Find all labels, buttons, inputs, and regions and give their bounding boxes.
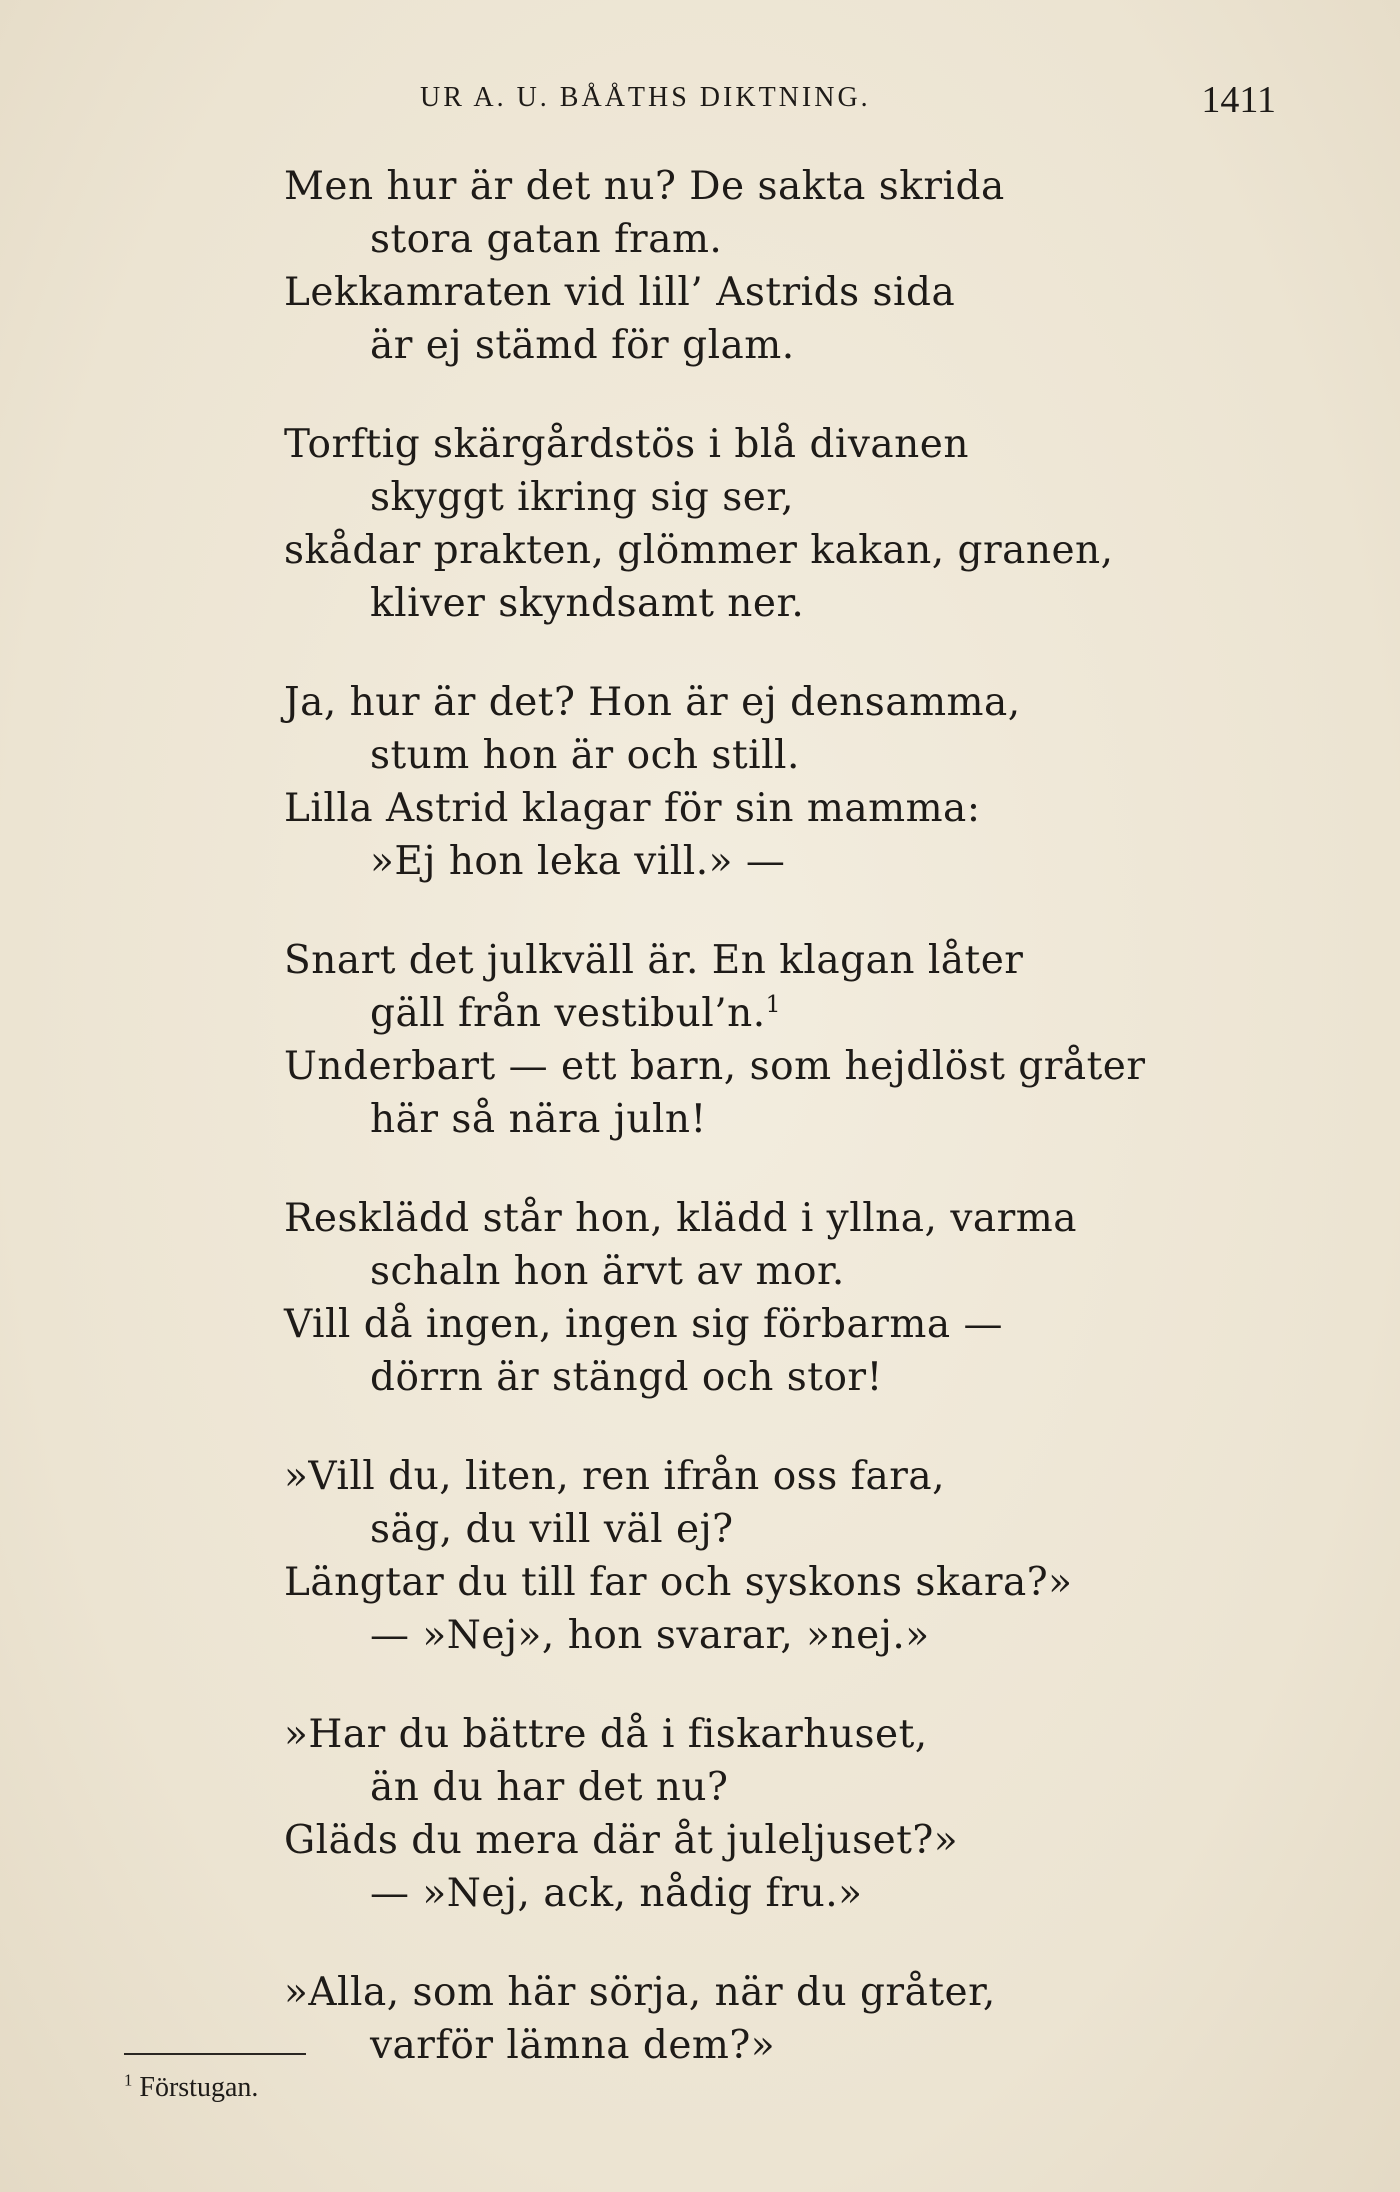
poem-line xyxy=(284,160,1304,213)
poem-line xyxy=(284,266,1304,319)
poem-line-text: stum hon är och still. xyxy=(370,733,800,778)
poem-line xyxy=(284,1192,1304,1245)
footnote-reference: 1 xyxy=(765,990,782,1018)
poem-line xyxy=(284,577,1304,630)
poem-line-text: Men hur är det nu? De sakta skrida xyxy=(284,164,1005,209)
poem-line-text: dörrn är stängd och stor! xyxy=(370,1355,883,1400)
poem-line-text: säg, du vill väl ej? xyxy=(370,1507,734,1552)
poem-line-text: Gläds du mera där åt juleljuset?» xyxy=(284,1818,959,1863)
stanza xyxy=(284,1708,1304,1920)
poem-line xyxy=(284,1450,1304,1503)
poem-line xyxy=(284,213,1304,266)
poem-line xyxy=(284,729,1304,782)
footnote xyxy=(124,2072,258,2104)
poem-line-text: schaln hon ärvt av mor. xyxy=(370,1249,845,1294)
poem-line-text: här så nära juln! xyxy=(370,1097,707,1142)
poem-line-text: stora gatan fram. xyxy=(370,217,723,262)
poem-line xyxy=(284,1351,1304,1404)
poem-line-text: Lekkamraten vid lill’ Astrids sida xyxy=(284,270,956,315)
poem-line xyxy=(284,319,1304,372)
stanza xyxy=(284,934,1304,1146)
poem-line xyxy=(284,987,1304,1040)
poem-line-text: — »Nej, ack, nådig fru.» xyxy=(370,1871,863,1916)
poem-line-text: »Ej hon leka vill.» — xyxy=(370,839,786,884)
poem-line xyxy=(284,1609,1304,1662)
poem-line-text: Snart det julkväll är. En klagan låter xyxy=(284,938,1024,983)
footnote-text: Förstugan. xyxy=(139,2072,259,2103)
running-title: UR A. U. BÅÅTHS DIKTNING. xyxy=(420,82,871,113)
poem-line xyxy=(284,1503,1304,1556)
poem-line xyxy=(284,1298,1304,1351)
poem-line-text: skådar prakten, glömmer kakan, granen, xyxy=(284,528,1114,573)
poem-line xyxy=(284,676,1304,729)
footnote-marker: 1 xyxy=(124,2070,133,2090)
stanza xyxy=(284,1450,1304,1662)
poem-line-text: Längtar du till far och syskons skara?» xyxy=(284,1560,1073,1605)
poem-line-text: »Vill du, liten, ren ifrån oss fara, xyxy=(284,1454,946,1499)
poem-line xyxy=(284,2019,1304,2072)
poem-line xyxy=(284,835,1304,888)
poem-line-text: är ej stämd för glam. xyxy=(370,323,795,368)
poem-line-text: — »Nej», hon svarar, »nej.» xyxy=(370,1613,930,1658)
poem-line xyxy=(284,934,1304,987)
stanza xyxy=(284,1192,1304,1404)
page-number: 1411 xyxy=(1201,79,1276,121)
poem-line xyxy=(284,471,1304,524)
poem-line-text: Lilla Astrid klagar för sin mamma: xyxy=(284,786,981,831)
poem-line xyxy=(284,1814,1304,1867)
poem-line xyxy=(284,782,1304,835)
poem-line-text: varför lämna dem?» xyxy=(370,2023,776,2068)
poem-line xyxy=(284,1040,1304,1093)
stanza xyxy=(284,160,1304,372)
poem-line xyxy=(284,1761,1304,1814)
poem-line-text: Vill då ingen, ingen sig förbarma — xyxy=(284,1302,1004,1347)
poem-line xyxy=(284,1556,1304,1609)
poem-line-text: kliver skyndsamt ner. xyxy=(370,581,805,626)
poem-line-text: Torftig skärgårdstös i blå divanen xyxy=(284,422,969,467)
poem-body xyxy=(284,160,1304,2118)
poem-line-text: än du har det nu? xyxy=(370,1765,729,1810)
stanza xyxy=(284,1966,1304,2072)
poem-line-text: skyggt ikring sig ser, xyxy=(370,475,795,520)
poem-line xyxy=(284,1867,1304,1920)
poem-line-text: gäll från vestibul’n. xyxy=(370,991,766,1036)
stanza xyxy=(284,676,1304,888)
poem-line xyxy=(284,1093,1304,1146)
poem-line xyxy=(284,418,1304,471)
poem-line xyxy=(284,1966,1304,2019)
poem-line-text: Resklädd står hon, klädd i yllna, varma xyxy=(284,1196,1077,1241)
poem-line-text: »Alla, som här sörja, när du gråter, xyxy=(284,1970,996,2015)
poem-line xyxy=(284,1245,1304,1298)
poem-line-text: »Har du bättre då i fiskarhuset, xyxy=(284,1712,928,1757)
stanza xyxy=(284,418,1304,630)
poem-line-text: Underbart — ett barn, som hejdlöst gråter xyxy=(284,1044,1146,1089)
footnote-rule xyxy=(124,2053,306,2055)
poem-line xyxy=(284,1708,1304,1761)
poem-line-text: Ja, hur är det? Hon är ej densamma, xyxy=(284,680,1021,725)
poem-line xyxy=(284,524,1304,577)
